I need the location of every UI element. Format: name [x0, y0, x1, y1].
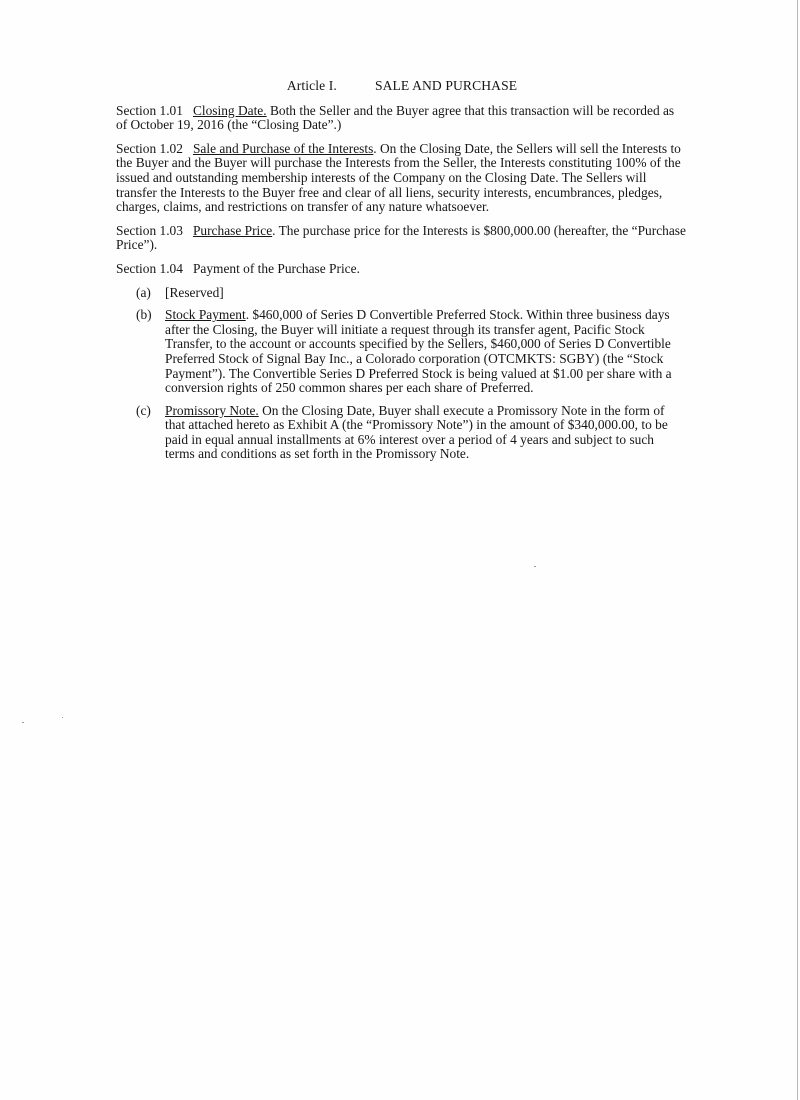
scan-speck	[22, 722, 24, 723]
section-heading: Sale and Purchase of the Interests	[192, 140, 374, 156]
section-number: Section 1.04	[116, 260, 183, 276]
item-text: On the Closing Date, Buyer shall execute a Promissory Note in the form of that attached hereto as Exhibit A (the “Promissory Note”) in the amount of $340,000.00, to be paid in equal annual installments at 6% interest over a period of 4 years and subject to such terms and conditions as set forth in the Promissory Note.	[165, 402, 668, 462]
item-body	[165, 286, 688, 301]
article-number: Article I.	[286, 78, 337, 93]
payment-items-list	[136, 286, 688, 463]
article-heading	[116, 79, 688, 94]
section-text: Payment of the Purchase Price.	[192, 260, 360, 276]
scan-speck	[534, 566, 536, 567]
section-text: Both the Seller and the Buyer agree that this transaction will be recorded as of October 19, 2016 (the “Closing Date”.)	[116, 102, 675, 133]
payment-item-a	[136, 286, 688, 301]
section-1-01	[116, 104, 688, 133]
section-text: . On the Closing Date, the Sellers will sell the Interests to the Buyer and the Buyer will purchase the Interests from the Seller, the Interests constituting 100% of the issued and outstanding membership interests of the Company on the Closing Date. The Sellers will transfer the Interests to the Buyer free and clear of all liens, security interests, encumbrances, pledges, charges, claims, and restrictions on transfer of any nature whatsoever.	[116, 140, 681, 215]
item-text: [Reserved]	[165, 284, 224, 300]
document-content	[116, 79, 688, 470]
section-number: Section 1.03	[116, 222, 183, 238]
section-number: Section 1.01	[116, 102, 183, 118]
item-body	[165, 308, 688, 396]
item-label: (a)	[136, 284, 151, 300]
item-label: (c)	[136, 402, 151, 418]
section-heading: Purchase Price	[192, 222, 273, 238]
section-heading: Closing Date.	[192, 102, 267, 118]
item-text: . $460,000 of Series D Convertible Preferred Stock. Within three business days after the Closing, the Buyer will initiate a request through its transfer agent, Pacific Stock Transfer, to the account or accounts specified by the Sellers, $460,000 of Series D Convertible Preferred Stock of Signal Bay Inc., a Colorado corporation (OTCMKTS: SGBY) (the “Stock Payment”). The Convertible Series D Preferred Stock is being valued at $1.00 per share with a conversion rights of 250 common shares per each share of Preferred.	[165, 307, 672, 396]
section-1-02	[116, 142, 688, 215]
section-text: . The purchase price for the Interests is $800,000.00 (hereafter, the “Purchase Price”).	[116, 222, 686, 253]
item-body	[165, 404, 688, 462]
payment-item-b	[136, 308, 688, 396]
scan-speck	[62, 717, 63, 718]
page-edge-shadow	[797, 0, 798, 1100]
section-1-04	[116, 262, 688, 277]
item-heading: Promissory Note.	[165, 402, 259, 418]
item-label: (b)	[136, 307, 152, 323]
section-1-03	[116, 224, 688, 253]
payment-item-c	[136, 404, 688, 462]
item-heading: Stock Payment	[165, 307, 246, 323]
article-title: SALE AND PURCHASE	[374, 78, 518, 93]
section-number: Section 1.02	[116, 140, 183, 156]
